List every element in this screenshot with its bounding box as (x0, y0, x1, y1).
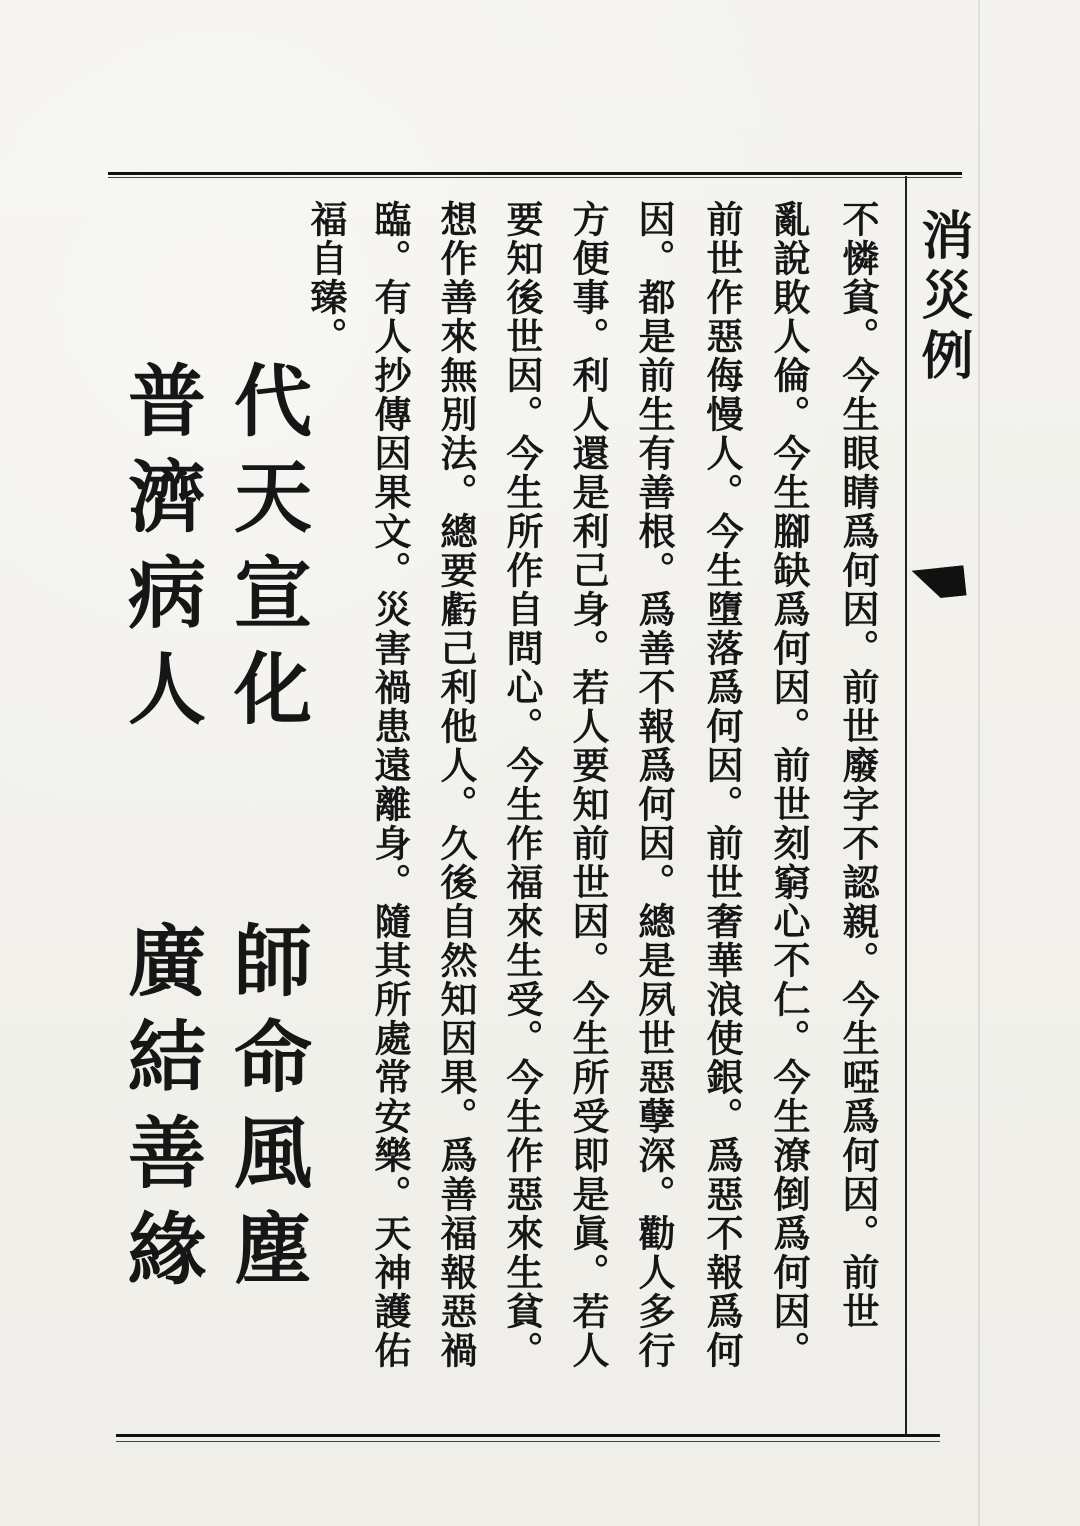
body-column-9: 福自臻。 (304, 200, 348, 356)
body-column-4: 因。都是前生有善根。爲善不報爲何因。總是夙世惡孽深。勸人多行 (632, 200, 676, 1370)
body-column-7: 想作善來無別法。總要虧己利他人。久後自然知因果。爲善福報惡禍 (434, 200, 478, 1370)
page-fold-shadow (978, 0, 980, 1526)
colophon-right-top: 代天宣化 (221, 360, 312, 744)
body-column-8: 臨。有人抄傳因果文。災害禍患遠離身。隨其所處常安樂。天神護佑 (368, 200, 412, 1370)
top-border-rule-thin (108, 177, 962, 178)
body-column-2: 亂說敗人倫。今生腳缺爲何因。前世刻窮心不仁。今生潦倒爲何因。 (767, 200, 811, 1370)
bottom-border-rule (116, 1434, 940, 1437)
body-column-3: 前世作惡侮慢人。今生墮落爲何因。前世奢華浪使銀。爲惡不報爲何 (700, 200, 744, 1370)
page-title: 消災例 (912, 208, 973, 388)
top-border-rule (108, 172, 962, 175)
colophon-left-top: 普濟病人 (115, 360, 206, 744)
colophon-left-bottom: 廣結善緣 (115, 920, 206, 1304)
colophon-right-bottom: 師命風塵 (221, 920, 312, 1304)
body-column-5: 方便事。利人還是利己身。若人要知前世因。今生所受即是眞。若人 (566, 200, 610, 1370)
body-column-6: 要知後世因。今生所作自問心。今生作福來生受。今生作惡來生貧。 (500, 200, 544, 1370)
body-column-1: 不憐貧。今生眼睛爲何因。前世廢字不認親。今生啞爲何因。前世 (836, 200, 880, 1331)
title-black-marker (912, 565, 967, 600)
title-side-frame (905, 176, 907, 1434)
bottom-border-rule-thin (116, 1441, 940, 1442)
